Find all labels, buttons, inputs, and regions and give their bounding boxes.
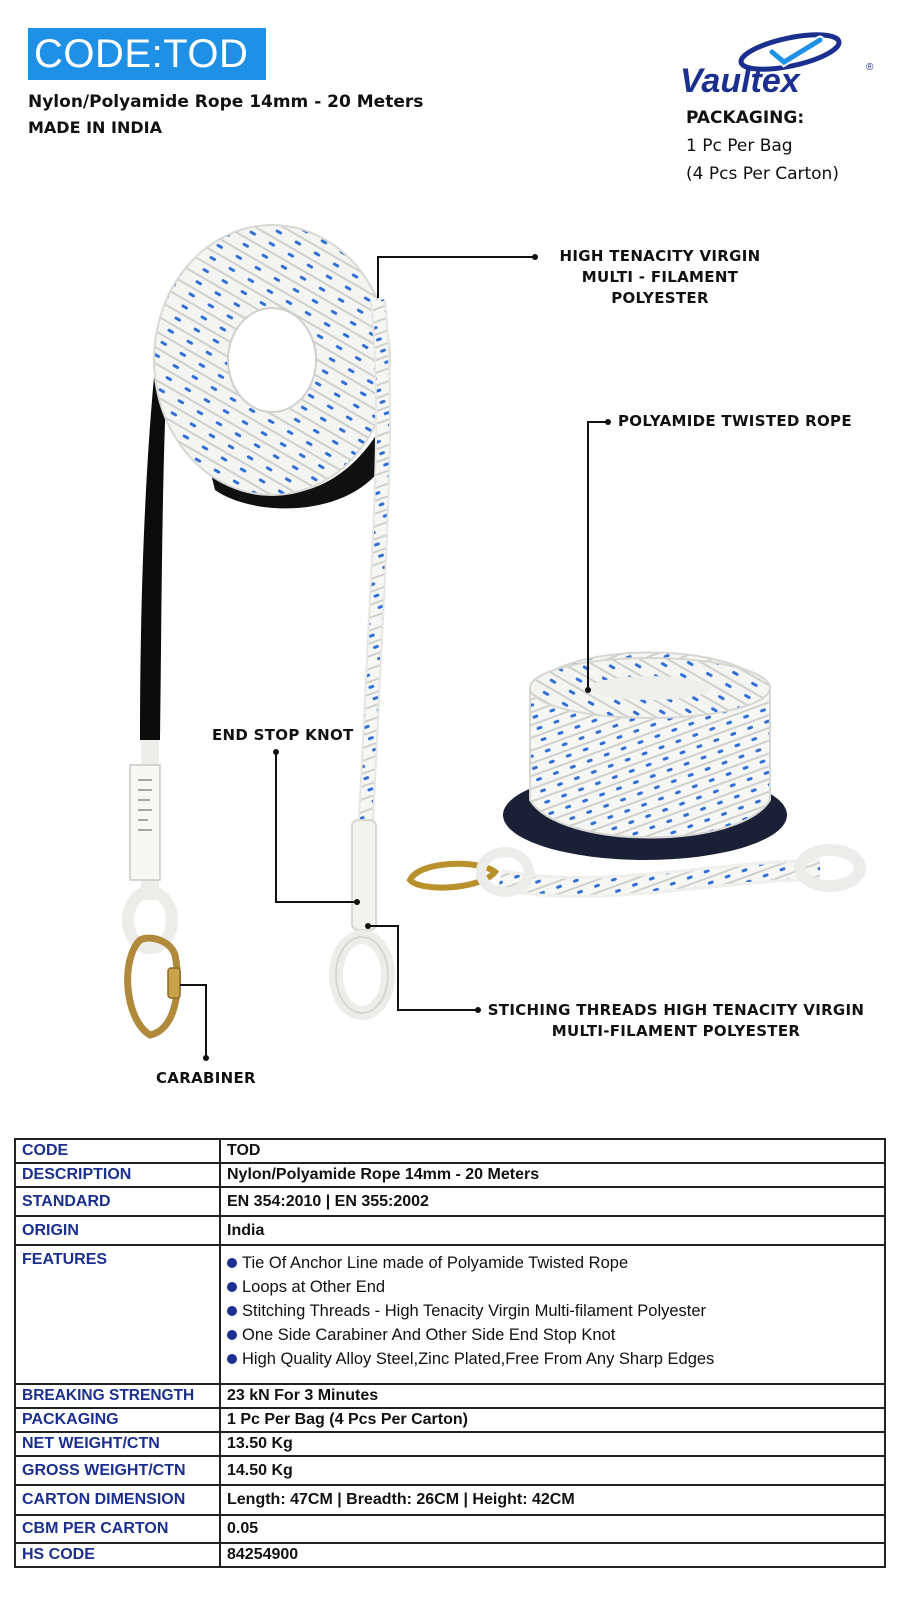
- spec-value: 1 Pc Per Bag (4 Pcs Per Carton): [220, 1408, 885, 1432]
- callout-high-tenacity: [535, 246, 785, 309]
- feature-text: Stitching Threads - High Tenacity Virgin Multi-filament Polyester: [242, 1302, 707, 1320]
- stitched-section: [352, 820, 376, 930]
- list-item: [227, 1323, 878, 1347]
- spec-label: CBM PER CARTON: [15, 1515, 220, 1543]
- spec-value: 14.50 Kg: [220, 1456, 885, 1485]
- product-subtitle: Nylon/Polyamide Rope 14mm - 20 Meters: [28, 92, 424, 112]
- callout-high-tenacity-line1: HIGH TENACITY VIRGIN: [559, 247, 761, 265]
- bullet-icon: [227, 1354, 237, 1364]
- table-row: [15, 1432, 885, 1456]
- callout-high-tenacity-line2: MULTI - FILAMENT POLYESTER: [581, 268, 739, 307]
- packaging-line-1: 1 Pc Per Bag: [686, 136, 793, 156]
- list-item: [227, 1275, 878, 1299]
- table-row: [15, 1245, 885, 1384]
- callout-stitching-line1: STICHING THREADS HIGH TENACITY VIRGIN: [487, 1001, 865, 1019]
- leader-end-stop: [276, 752, 357, 902]
- logo-wordmark: Vaultex: [680, 62, 800, 100]
- spec-label: FEATURES: [15, 1245, 220, 1384]
- registered-mark: ®: [866, 62, 874, 73]
- made-in-label: MADE IN INDIA: [28, 118, 162, 137]
- table-row: [15, 1485, 885, 1515]
- features-list: [227, 1251, 878, 1371]
- spec-label: ORIGIN: [15, 1216, 220, 1245]
- list-item: [227, 1299, 878, 1323]
- spec-value: 13.50 Kg: [220, 1432, 885, 1456]
- table-row: [15, 1408, 885, 1432]
- spec-label: DESCRIPTION: [15, 1163, 220, 1187]
- packaging-heading: PACKAGING:: [686, 108, 805, 128]
- feature-text: High Quality Alloy Steel,Zinc Plated,Free From Any Sharp Edges: [242, 1350, 715, 1368]
- callout-end-stop: END STOP KNOT: [212, 726, 354, 744]
- product-label-tag: [130, 765, 160, 880]
- table-row: [15, 1139, 885, 1163]
- bullet-icon: [227, 1258, 237, 1268]
- spec-label: CARTON DIMENSION: [15, 1485, 220, 1515]
- spec-value: 23 kN For 3 Minutes: [220, 1384, 885, 1408]
- spec-label: STANDARD: [15, 1187, 220, 1216]
- callout-carabiner: CARABINER: [156, 1069, 256, 1087]
- bullet-icon: [227, 1330, 237, 1340]
- callout-stitching: [486, 1000, 866, 1042]
- spec-value: Length: 47CM | Breadth: 26CM | Height: 42CM: [220, 1485, 885, 1515]
- feature-text: One Side Carabiner And Other Side End Stop Knot: [242, 1326, 616, 1344]
- vaultex-logo: [680, 28, 880, 100]
- bullet-icon: [227, 1282, 237, 1292]
- leader-twisted-rope: [588, 422, 608, 690]
- spec-label: HS CODE: [15, 1543, 220, 1567]
- spec-label: BREAKING STRENGTH: [15, 1384, 220, 1408]
- packaging-line-2: (4 Pcs Per Carton): [686, 164, 839, 184]
- feature-text: Tie Of Anchor Line made of Polyamide Twisted Rope: [242, 1254, 629, 1272]
- spec-label: GROSS WEIGHT/CTN: [15, 1456, 220, 1485]
- spec-value: 84254900: [220, 1543, 885, 1567]
- leader-high-tenacity: [378, 257, 535, 298]
- table-row: [15, 1543, 885, 1567]
- spec-value: TOD: [220, 1139, 885, 1163]
- table-row: [15, 1163, 885, 1187]
- callout-twisted-rope: POLYAMIDE TWISTED ROPE: [618, 412, 852, 430]
- spec-label: PACKAGING: [15, 1408, 220, 1432]
- table-row: [15, 1216, 885, 1245]
- spec-label: NET WEIGHT/CTN: [15, 1432, 220, 1456]
- spec-value: 0.05: [220, 1515, 885, 1543]
- bullet-icon: [227, 1306, 237, 1316]
- feature-text: Loops at Other End: [242, 1278, 386, 1296]
- list-item: [227, 1251, 878, 1275]
- table-row: [15, 1384, 885, 1408]
- table-row: [15, 1456, 885, 1485]
- list-item: [227, 1347, 878, 1371]
- callout-stitching-line2: MULTI-FILAMENT POLYESTER: [551, 1022, 801, 1040]
- spec-value: EN 354:2010 | EN 355:2002: [220, 1187, 885, 1216]
- spec-value: Nylon/Polyamide Rope 14mm - 20 Meters: [220, 1163, 885, 1187]
- product-illustration: [0, 190, 900, 1120]
- table-row: [15, 1515, 885, 1543]
- spec-table: [14, 1138, 886, 1568]
- table-row: [15, 1187, 885, 1216]
- spec-value: India: [220, 1216, 885, 1245]
- spec-label: CODE: [15, 1139, 220, 1163]
- product-code-badge: CODE:TOD: [28, 28, 266, 80]
- features-cell: [220, 1245, 885, 1384]
- leader-carabiner: [180, 985, 206, 1058]
